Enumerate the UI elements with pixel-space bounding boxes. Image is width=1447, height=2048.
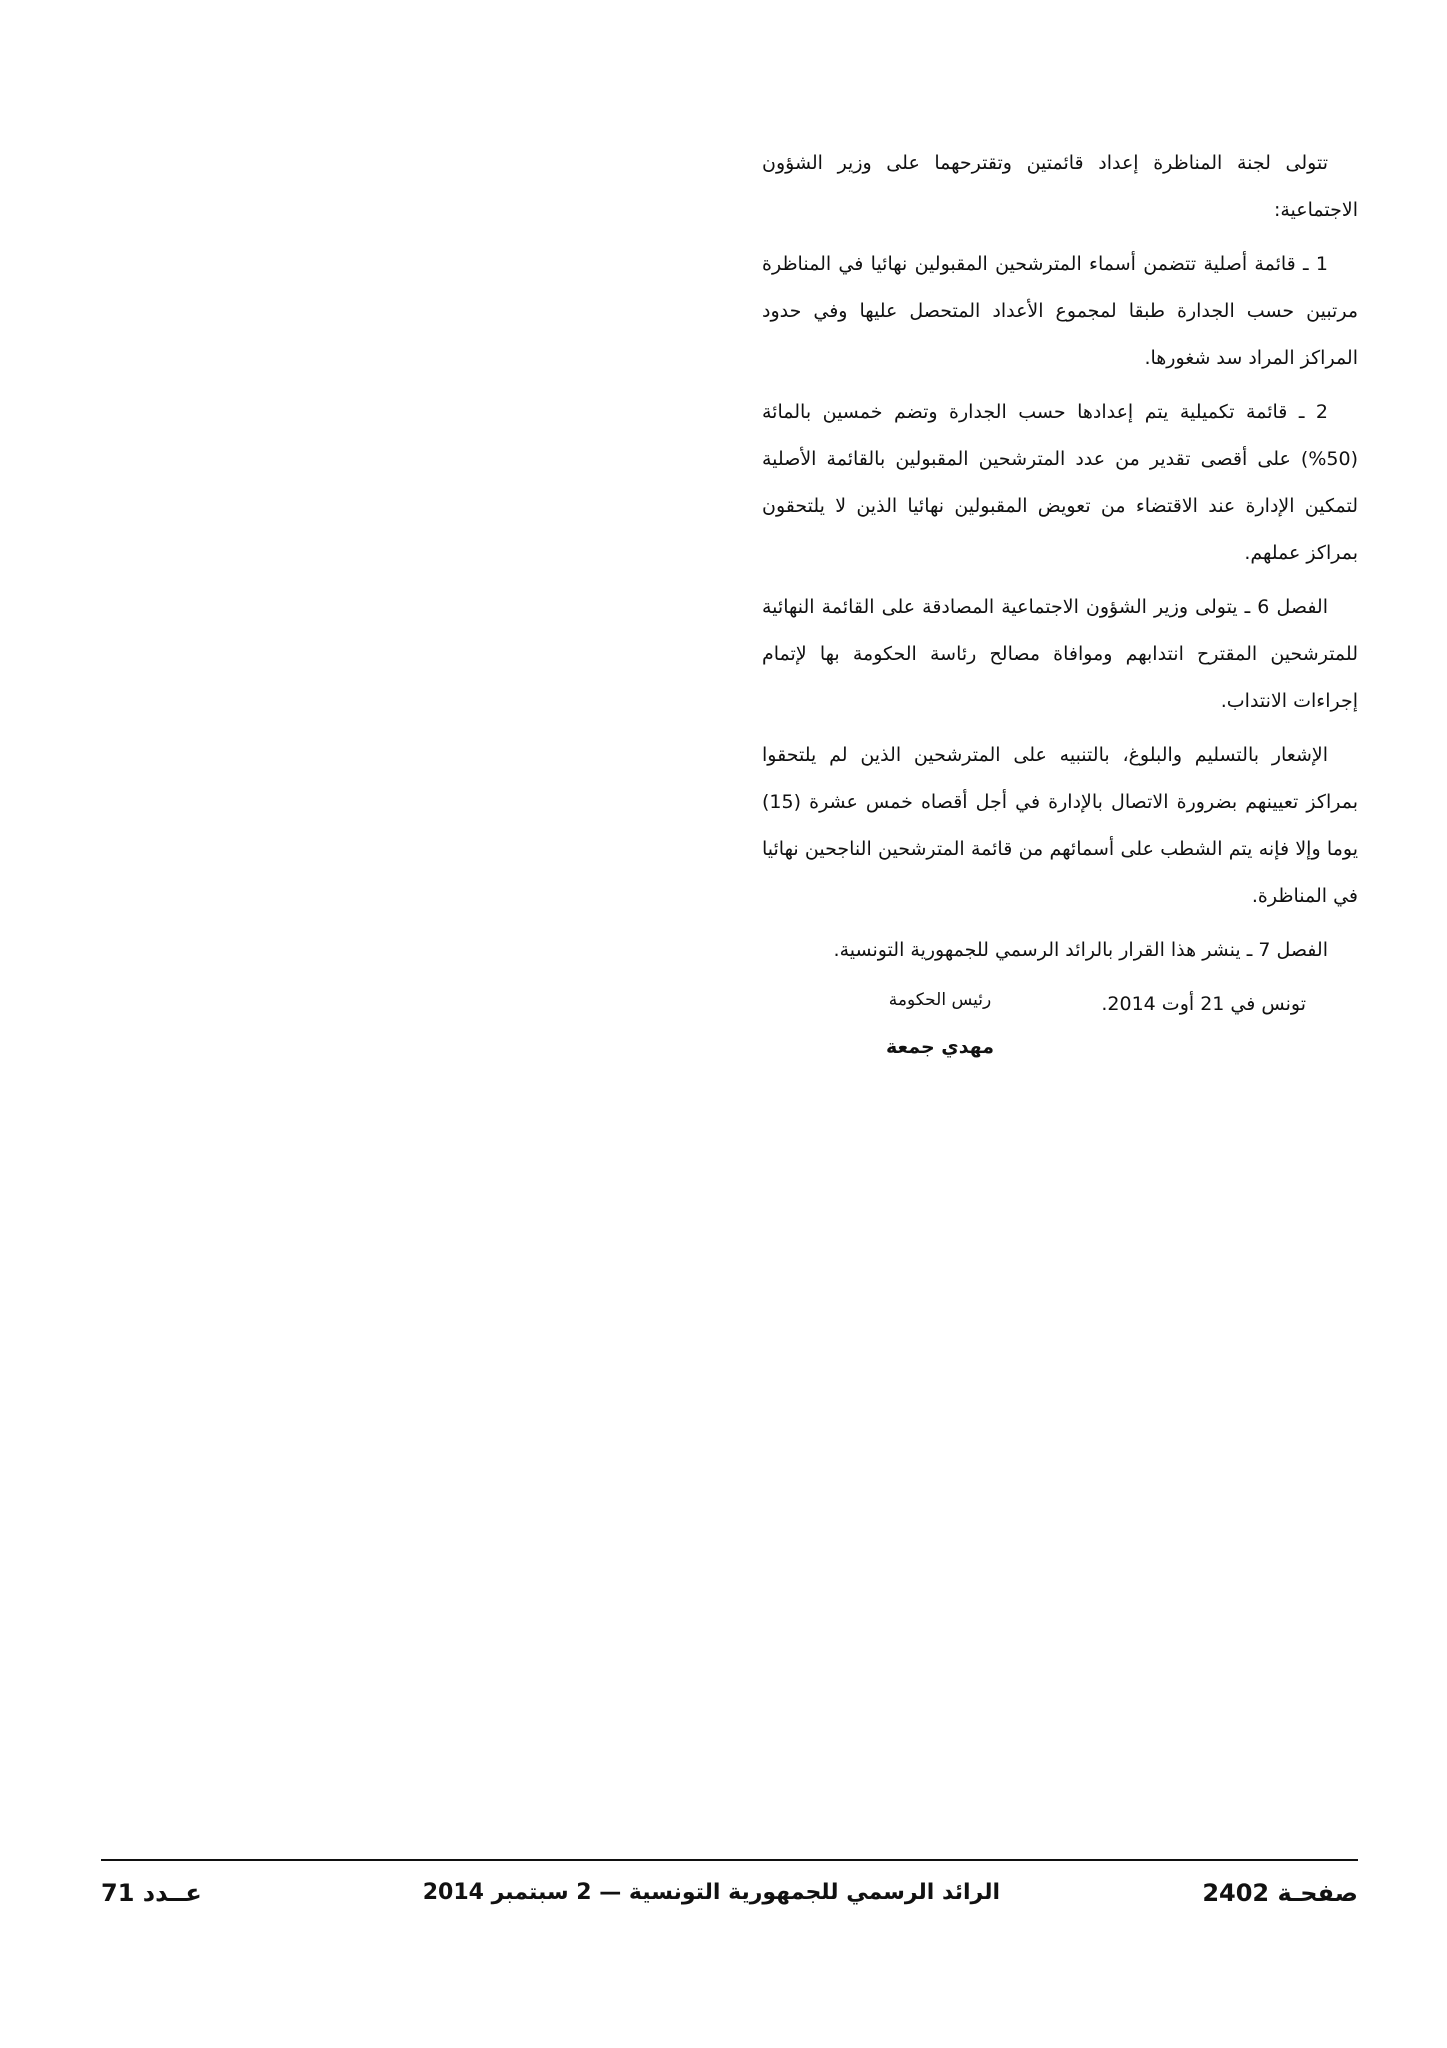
- supplementary-list-paragraph: 2 ـ قائمة تكميلية يتم إعدادها حسب الجدارة وتضم خمسين بالمائة (50%) على أقصى تقدير من عدد المترشحين المقبولين بالقائمة الأصلية لتمكين الإدارة عند الاقتضاء من تعويض المقبولين نهائيا الذين لا يلتحقون بمراكز عملهم.: [762, 401, 1358, 564]
- decree-text-column: [762, 140, 1358, 1046]
- dateline: تونس في 21 أوت 2014.: [1101, 993, 1306, 1015]
- footer-issue-number: عــدد 71: [101, 1879, 202, 1907]
- article-7-paragraph: الفصل 7 ـ ينشر هذا القرار بالرائد الرسمي للجمهورية التونسية.: [833, 939, 1328, 961]
- footer-divider: [101, 1859, 1358, 1861]
- article-6-paragraph: الفصل 6 ـ يتولى وزير الشؤون الاجتماعية المصادقة على القائمة النهائية للمترشحين المقترح انتدابهم وموافاة مصالح رئاسة الحكومة بها لإتمام إجراءات الانتداب.: [762, 596, 1358, 712]
- notification-paragraph: الإشعار بالتسليم والبلوغ، بالتنبيه على المترشحين الذين لم يلتحقوا بمراكز تعيينهم بضرورة الاتصال بالإدارة في أجل أقصاه خمس عشرة (15) يوما وإلا فإنه يتم الشطب على أسمائهم من قائمة المترشحين الناجحين نهائيا في المناظرة.: [762, 744, 1358, 907]
- signatory-title: رئيس الحكومة: [888, 990, 992, 1010]
- signatory-name: مهدي جمعة: [886, 1036, 994, 1058]
- footer-page-number: صفحـة 2402: [1202, 1879, 1358, 1907]
- original-list-paragraph: 1 ـ قائمة أصلية تتضمن أسماء المترشحين المقبولين نهائيا في المناظرة مرتبين حسب الجدارة طبقا لمجموع الأعداد المتحصل عليها وفي حدود المراكز المراد سد شغورها.: [762, 253, 1358, 369]
- intro-paragraph: تتولى لجنة المناظرة إعداد قائمتين وتقترحهما على وزير الشؤون الاجتماعية:: [762, 152, 1358, 221]
- footer-journal-title: الرائد الرسمي للجمهورية التونسية — 2 سبتمبر 2014: [422, 1880, 1000, 1905]
